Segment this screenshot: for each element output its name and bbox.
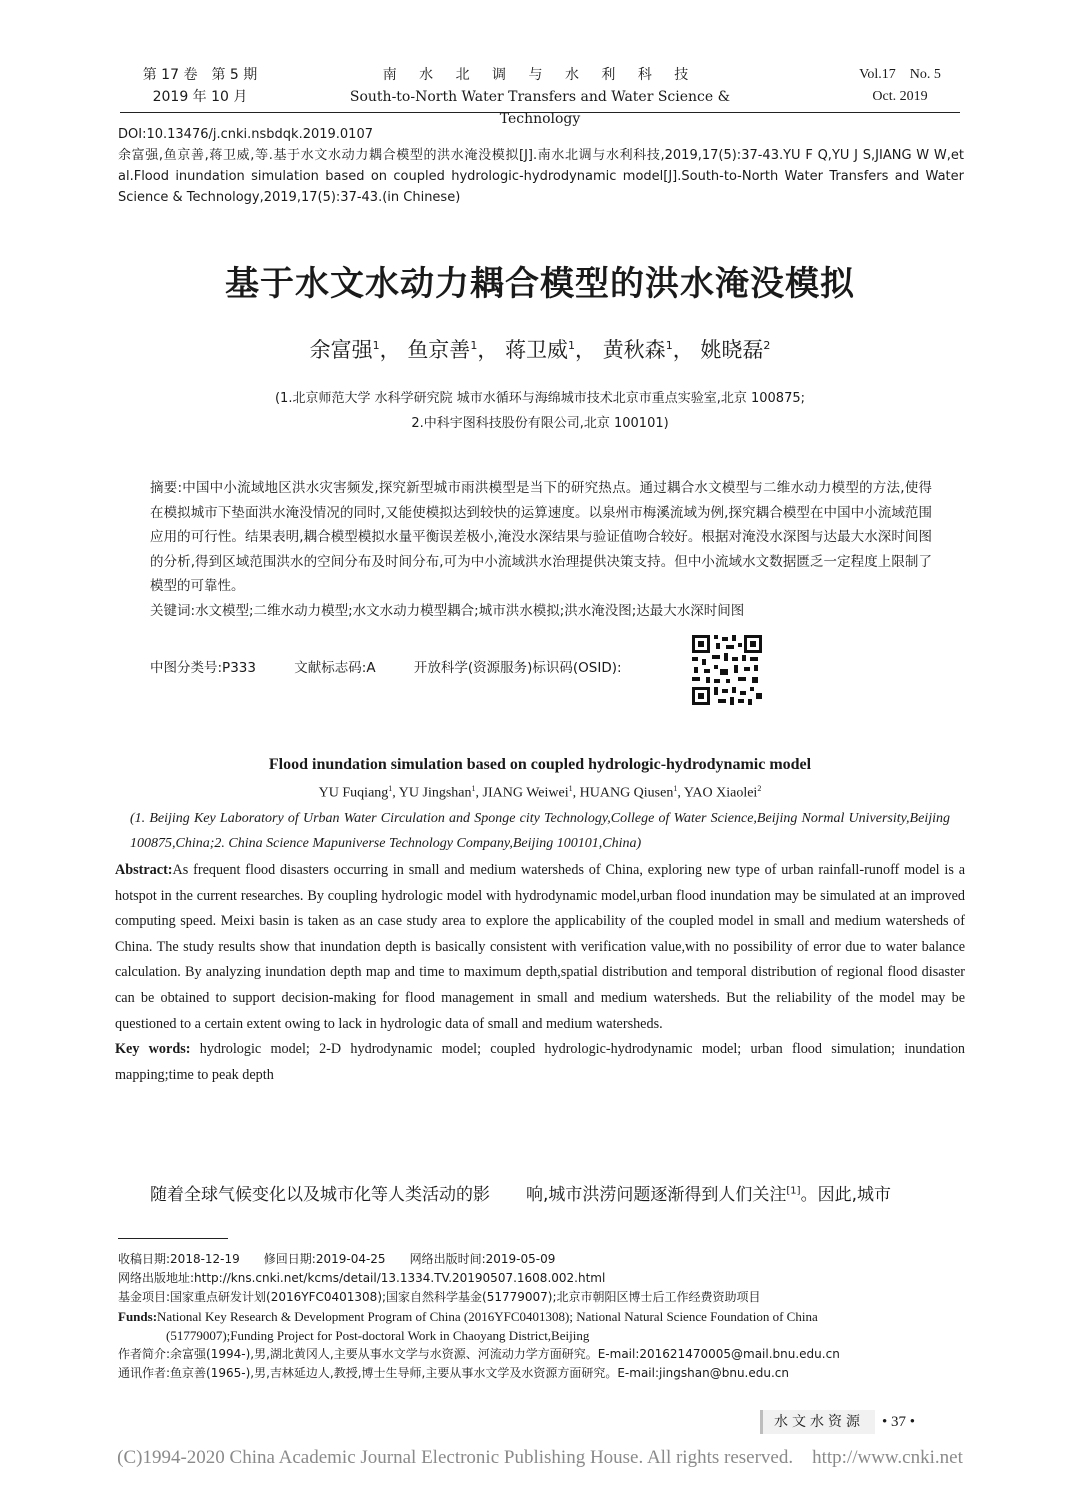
author-affil-mark: 1 — [568, 339, 575, 352]
paper-title-cn: 基于水文水动力耦合模型的洪水淹没模拟 — [225, 264, 855, 304]
clc-number: 中图分类号:P333 — [150, 660, 256, 676]
keywords-en: hydrologic model; 2-D hydrodynamic model; coupled hydrologic-hydrodynamic model; urban flood simulation; inundation mapping;time to peak depth — [115, 1041, 966, 1083]
header-volume-cn — [120, 64, 280, 108]
footnotes — [118, 1250, 964, 1383]
author-intro: 作者简介:余富强(1994-),男,湖北黄冈人,主要从事水文学与水资源、河流动力学方面研究。E-mail:201621470005@mail.bnu.edu.cn — [118, 1347, 840, 1361]
author-affil-mark: 1 — [471, 784, 476, 793]
author-name-en: JIANG Weiwei — [482, 785, 569, 801]
header-divider — [120, 112, 960, 113]
citation-text: 余富强,鱼京善,蒋卫威,等.基于水文水动力耦合模型的洪水淹没模拟[J].南水北调与水利科技,2019,17(5):37-43.YU F Q,YU J S,JIANG W W,et al.Flood inundation simulation based on coupled hydrologic-hydrodynamic model[J].South-to-North Water Transfers and Water Science & Technology,2019,17(5):37-43.(in Chinese) — [118, 148, 964, 205]
author-separator: ， — [575, 338, 596, 362]
journal-name-cn: 南 水 北 调 与 水 利 科 技 — [382, 67, 698, 83]
author-separator: ， — [672, 338, 694, 362]
author-affil-mark: 1 — [673, 784, 678, 793]
paper-title-en: Flood inundation simulation based on coupled hydrologic-hydrodynamic model — [268, 756, 812, 773]
volume-issue-en: Vol.17 No. 5 — [859, 67, 941, 82]
abstract-text-en: As frequent flood disasters occurring in small and medium watersheds of China, exploring new type of urban rainfall-runoff model is a hotspot in the current researches. By coupling hydrologic model with hydrodynamic model,urban flood inundation may be simulated at an improved computing speed. Meixi basin is taken as an case study area to explore the applicability of the coupled model in small and medium watersheds of China. The study results show that inundation depth is basically consistent with verification value,with no possibility of error due to water balance calculation. By analyzing inundation depth map and time to maximum depth,spatial distribution and temporal distribution of regional flood disaster can be obtained to support decision-making for flood management in small and medium watersheds. But the reliability of the model may be questioned to a certain extent owing to lack in hydrologic data of small and medium watersheds. — [115, 862, 965, 1032]
section-tag: 水文水资源 — [760, 1410, 875, 1434]
body-text-right: 响,城市洪涝问题逐渐得到人们关注 — [526, 1185, 787, 1205]
author-affil-mark: 1 — [665, 339, 673, 352]
author-name-en: HUANG Qiusen — [579, 785, 674, 801]
funding-en: National Key Research & Development Program of China (2016YFC0401308); National Natural Science Foundation of China — [157, 1309, 818, 1324]
author-affil-mark: 1 — [388, 784, 393, 793]
abstract-cn — [150, 476, 932, 623]
header-journal — [320, 64, 760, 130]
reference-mark[interactable]: [1] — [786, 1185, 801, 1197]
header-volume-en — [840, 64, 960, 108]
copyright-watermark: (C)1994-2020 China Academic Journal Electronic Publishing House. All rights reserved. http://www.cnki.net — [117, 1447, 963, 1468]
online-url[interactable]: 网络出版地址:http://kns.cnki.net/kcms/detail/13.1334.TV.20190507.1608.002.html — [118, 1271, 606, 1285]
keywords-cn: 水文模型;二维水动力模型;水文水动力模型耦合;城市洪水模拟;洪水淹没图;达最大水深时间图 — [195, 602, 745, 619]
funding-en-continued: (51779007);Funding Project for Post-doctoral Work in Chaoyang District,Beijing — [166, 1328, 590, 1343]
author-separator: ， — [379, 338, 401, 362]
page-number: • 37 • — [882, 1414, 916, 1430]
affiliation-line-2: 2.中科宇图科技股份有限公司,北京 100101) — [411, 416, 669, 431]
affiliation-line-1: (1.北京师范大学 水科学研究院 城市水循环与海绵城市技术北京市重点实验室,北京 100875; — [274, 391, 805, 406]
volume-issue-cn: 第 17 卷 第 5 期 — [142, 67, 258, 83]
author-name: 姚晓磊 — [700, 338, 764, 362]
author-name-en: YU Jingshan — [398, 785, 472, 801]
abstract-label-en: Abstract: — [115, 862, 173, 878]
footnote-divider — [118, 1238, 228, 1239]
author-name: 余富强 — [309, 338, 373, 362]
body-text-tail: 。因此,城市 — [800, 1185, 891, 1205]
date-cn: 2019 年 10 月 — [152, 89, 248, 105]
received-dates: 收稿日期:2018-12-19 修回日期:2019-04-25 网络出版时间:2019-05-09 — [118, 1252, 556, 1266]
affiliation-en: (1. Beijing Key Laboratory of Urban Water Circulation and Sponge city Technology,College of Water Science,Beijing Normal University,Beijing 100875,China;2. China Science Mapuniverse Technology Company,Beijing 100101,China) — [130, 811, 950, 851]
doi[interactable]: DOI:10.13476/j.cnki.nsbdqk.2019.0107 — [118, 127, 373, 142]
abstract-label-cn: 摘要: — [150, 480, 182, 496]
author-list-en — [0, 784, 1080, 802]
author-name: 蒋卫威 — [505, 338, 568, 362]
document-code: 文献标志码:A — [294, 660, 376, 676]
funding-en-label: Funds: — [118, 1309, 158, 1324]
keywords-label-en: Key words: — [115, 1041, 191, 1058]
author-list-cn — [0, 334, 1080, 364]
author-affil-mark: 1 — [372, 339, 380, 352]
osid-label: 开放科学(资源服务)标识码(OSID): — [413, 660, 622, 676]
author-name: 鱼京善 — [407, 338, 471, 362]
author-name: 黄秋森 — [602, 338, 666, 362]
affiliation-cn — [0, 386, 1080, 436]
body-text-first-line — [150, 1180, 964, 1205]
corresponding-author: 通讯作者:鱼京善(1965-),男,吉林延边人,教授,博士生导师,主要从事水文学及水资源方面研究。E-mail:jingshan@bnu.edu.cn — [118, 1366, 789, 1380]
body-text-left: 随着全球气候变化以及城市化等人类活动的影 — [150, 1185, 490, 1205]
author-affil-mark: 1 — [568, 784, 573, 793]
author-name-en: YU Fuqiang — [318, 785, 389, 801]
author-affil-mark: 1 — [470, 339, 478, 352]
author-separator: , — [677, 785, 684, 801]
author-name-en: YAO Xiaolei — [683, 785, 758, 801]
date-en: Oct. 2019 — [872, 89, 928, 104]
keywords-label-cn: 关键词: — [150, 602, 196, 619]
classification-line — [150, 656, 656, 676]
author-separator: , — [392, 785, 399, 801]
citation-block — [118, 124, 964, 208]
author-affil-mark: 2 — [763, 339, 771, 352]
author-separator: , — [572, 785, 580, 801]
funding-cn: 基金项目:国家重点研发计划(2016YFC0401308);国家自然科学基金(51779007);北京市朝阳区博士后工作经费资助项目 — [118, 1290, 761, 1304]
author-separator: ， — [477, 338, 499, 362]
abstract-en — [115, 858, 965, 1088]
osid-qr-code-icon[interactable] — [690, 633, 764, 707]
abstract-text-cn: 中国中小流域地区洪水灾害频发,探究新型城市雨洪模型是当下的研究热点。通过耦合水文模型与二维水动力模型的方法,使得在模拟城市下垫面洪水淹没情况的同时,又能使模拟达到较快的运算速度。以泉州市梅溪流域为例,探究耦合模型在中国中小流域范围应用的可行性。结果表明,耦合模型模拟水量平衡误差极小,淹没水深结果与验证值吻合较好。根据对淹没水深图与达最大水深时间图的分析,得到区域范围洪水的空间分布及时间分布,可为中小流域洪水治理提供决策支持。但中小流域水文数据匮乏一定程度上限制了模型的可靠性。 — [150, 480, 932, 594]
journal-name-en: South-to-North Water Transfers and Water Science & Technology — [349, 89, 731, 127]
author-separator: , — [475, 785, 483, 801]
author-affil-mark: 2 — [757, 784, 762, 793]
